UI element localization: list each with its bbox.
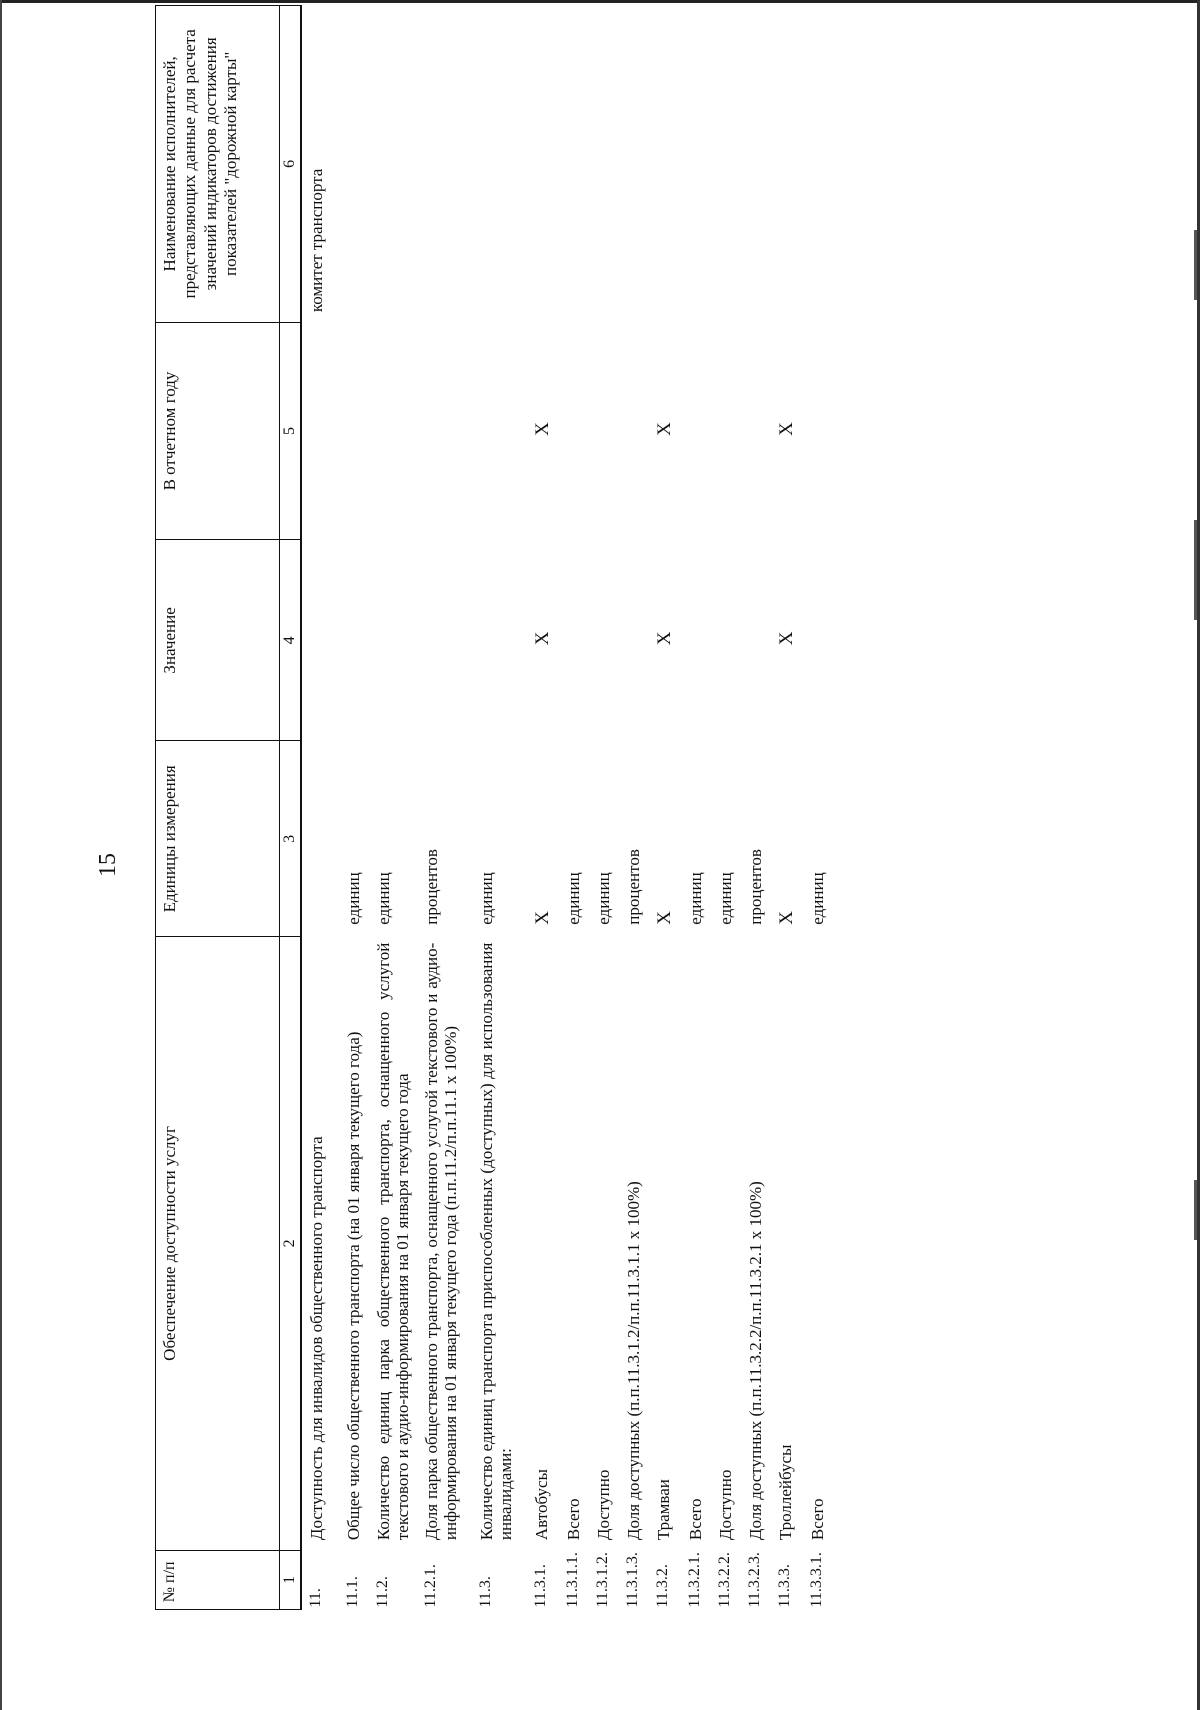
table-row <box>711 6 741 1610</box>
header-desc: Обеспечение доступности услуг <box>156 937 280 1550</box>
table-row <box>619 6 649 1610</box>
row-year-value <box>417 322 472 540</box>
row-year-value <box>559 322 589 540</box>
row-number: 11.3.2.2. <box>716 1552 734 1608</box>
rotated-table-container <box>155 0 1125 1610</box>
header-exec: Наименование исполнителей, представляющих данные для расчета значений индикаторов достижения показателей "дорожной карты" <box>156 6 280 323</box>
row-executor <box>711 6 741 323</box>
row-description: Троллейбусы <box>776 1444 796 1541</box>
row-value: Х <box>776 631 798 646</box>
row-year-value <box>301 322 339 540</box>
row-number: 11. <box>307 1588 324 1608</box>
row-executor <box>527 6 559 323</box>
row-value <box>301 540 339 741</box>
row-description: Доля доступных (п.п.11.3.1.2/п.п.11.3.1.1 х 100%) <box>624 1181 644 1541</box>
accessibility-table <box>155 5 833 1610</box>
header-no: № п/п <box>156 1550 280 1609</box>
table-row <box>803 6 833 1610</box>
row-value: Х <box>654 631 676 646</box>
row-executor <box>803 6 833 323</box>
table-row <box>369 6 417 1610</box>
row-year-value <box>369 322 417 540</box>
row-year-value <box>589 322 619 540</box>
row-year-value <box>472 322 527 540</box>
row-executor <box>771 6 803 323</box>
row-executor <box>589 6 619 323</box>
row-description: Автобусы <box>532 1469 552 1541</box>
row-unit <box>301 741 339 937</box>
row-year-value: Х <box>654 422 676 436</box>
row-executor <box>649 6 681 323</box>
row-number: 11.3.1.1. <box>564 1552 582 1608</box>
row-year-value <box>681 322 711 540</box>
row-description: Доступность для инвалидов общественного транспорта <box>307 1136 326 1541</box>
row-unit: единиц <box>716 872 736 925</box>
column-number: 2 <box>280 937 302 1550</box>
row-unit: процентов <box>422 849 442 925</box>
row-description: Количество единиц парка общественного транспорта, оснащенного услугой текстового и аудио-информирования на 01 января текущего года <box>374 942 413 1541</box>
row-number: 11.3.1.2. <box>594 1552 612 1608</box>
row-unit: единиц <box>374 872 393 925</box>
row-number: 11.2.1. <box>422 1564 440 1608</box>
row-description: Доступно <box>716 1469 736 1541</box>
table-row <box>417 6 472 1610</box>
header-year: В отчетном году <box>156 322 280 540</box>
row-value <box>559 540 589 741</box>
row-number: 11.3.2. <box>654 1564 672 1608</box>
row-value <box>417 540 472 741</box>
column-number: 4 <box>280 540 302 741</box>
row-description: Общее число общественного транспорта (на 01 января текущего года) <box>344 1031 363 1541</box>
row-description: Всего <box>686 1498 706 1541</box>
row-value <box>339 540 369 741</box>
row-executor <box>417 6 472 323</box>
table-header <box>156 6 302 1610</box>
row-value <box>711 540 741 741</box>
row-description: Трамваи <box>654 1479 674 1541</box>
scan-mark <box>1194 520 1197 620</box>
row-unit: процентов <box>746 849 766 925</box>
row-description: Количество единиц транспорта приспособленных (доступных) для использования инвалидами: <box>477 942 516 1541</box>
row-value <box>741 540 771 741</box>
row-description: Доля доступных (п.п.11.3.2.2/п.п.11.3.2.1 х 100%) <box>746 1181 766 1541</box>
table-row <box>301 6 339 1610</box>
header-value: Значение <box>156 540 280 741</box>
row-value <box>472 540 527 741</box>
table-row <box>771 6 803 1610</box>
table-row <box>649 6 681 1610</box>
row-executor <box>339 6 369 323</box>
header-unit: Единицы измерения <box>156 741 280 937</box>
header-row <box>156 6 280 1610</box>
row-executor <box>369 6 417 323</box>
row-unit: единиц <box>564 872 584 925</box>
row-executor <box>559 6 589 323</box>
row-number: 11.3.2.3. <box>746 1552 764 1608</box>
column-number: 1 <box>280 1550 302 1609</box>
row-number: 11.3. <box>477 1576 495 1608</box>
column-numbers-row <box>280 6 302 1610</box>
row-number: 11.3.1.3. <box>624 1552 642 1608</box>
row-number: 11.3.3.1. <box>808 1552 826 1608</box>
table-row <box>339 6 369 1610</box>
row-unit: единиц <box>808 872 828 925</box>
row-year-value <box>803 322 833 540</box>
row-description: Доля парка общественного транспорта, оснащенного услугой текстового и аудио-информирования на 01 января текущего года (п.п.11.2/п.п.11.1 х 100%) <box>422 942 461 1541</box>
page-number: 15 <box>95 853 121 877</box>
row-unit: единиц <box>477 872 497 925</box>
table-row <box>527 6 559 1610</box>
scan-mark <box>1194 230 1197 300</box>
row-value <box>369 540 417 741</box>
row-unit: Х <box>776 910 798 925</box>
column-number: 6 <box>280 6 302 323</box>
table-row <box>681 6 711 1610</box>
row-number: 11.3.3. <box>776 1564 794 1608</box>
row-number: 11.3.2.1. <box>686 1552 704 1608</box>
row-executor <box>681 6 711 323</box>
row-unit: единиц <box>594 872 614 925</box>
row-year-value <box>619 322 649 540</box>
row-executor: комитет транспорта <box>307 168 326 313</box>
row-year-value <box>711 322 741 540</box>
row-value <box>681 540 711 741</box>
row-unit: единиц <box>686 872 706 925</box>
column-number: 3 <box>280 741 302 937</box>
row-unit: Х <box>654 910 676 925</box>
row-executor <box>619 6 649 323</box>
table-row <box>472 6 527 1610</box>
row-value <box>589 540 619 741</box>
scan-edge-left <box>0 0 2 1710</box>
scan-mark <box>1194 1180 1197 1240</box>
row-value: Х <box>532 631 554 646</box>
row-year-value <box>741 322 771 540</box>
row-number: 11.2. <box>374 1576 391 1608</box>
row-year-value: Х <box>776 422 798 436</box>
table-row <box>559 6 589 1610</box>
table-row <box>741 6 771 1610</box>
row-description: Доступно <box>594 1469 614 1541</box>
row-description: Всего <box>808 1498 828 1541</box>
row-description: Всего <box>564 1498 584 1541</box>
row-number: 11.3.1. <box>532 1564 550 1608</box>
row-year-value <box>339 322 369 540</box>
row-number: 11.1. <box>344 1576 361 1608</box>
row-unit: процентов <box>624 849 644 925</box>
table-row <box>589 6 619 1610</box>
table-body <box>301 6 833 1610</box>
row-unit: Х <box>532 910 554 925</box>
row-unit: единиц <box>344 872 363 925</box>
column-number: 5 <box>280 322 302 540</box>
row-executor <box>472 6 527 323</box>
row-executor <box>741 6 771 323</box>
row-year-value: Х <box>532 422 554 436</box>
row-value <box>619 540 649 741</box>
row-value <box>803 540 833 741</box>
